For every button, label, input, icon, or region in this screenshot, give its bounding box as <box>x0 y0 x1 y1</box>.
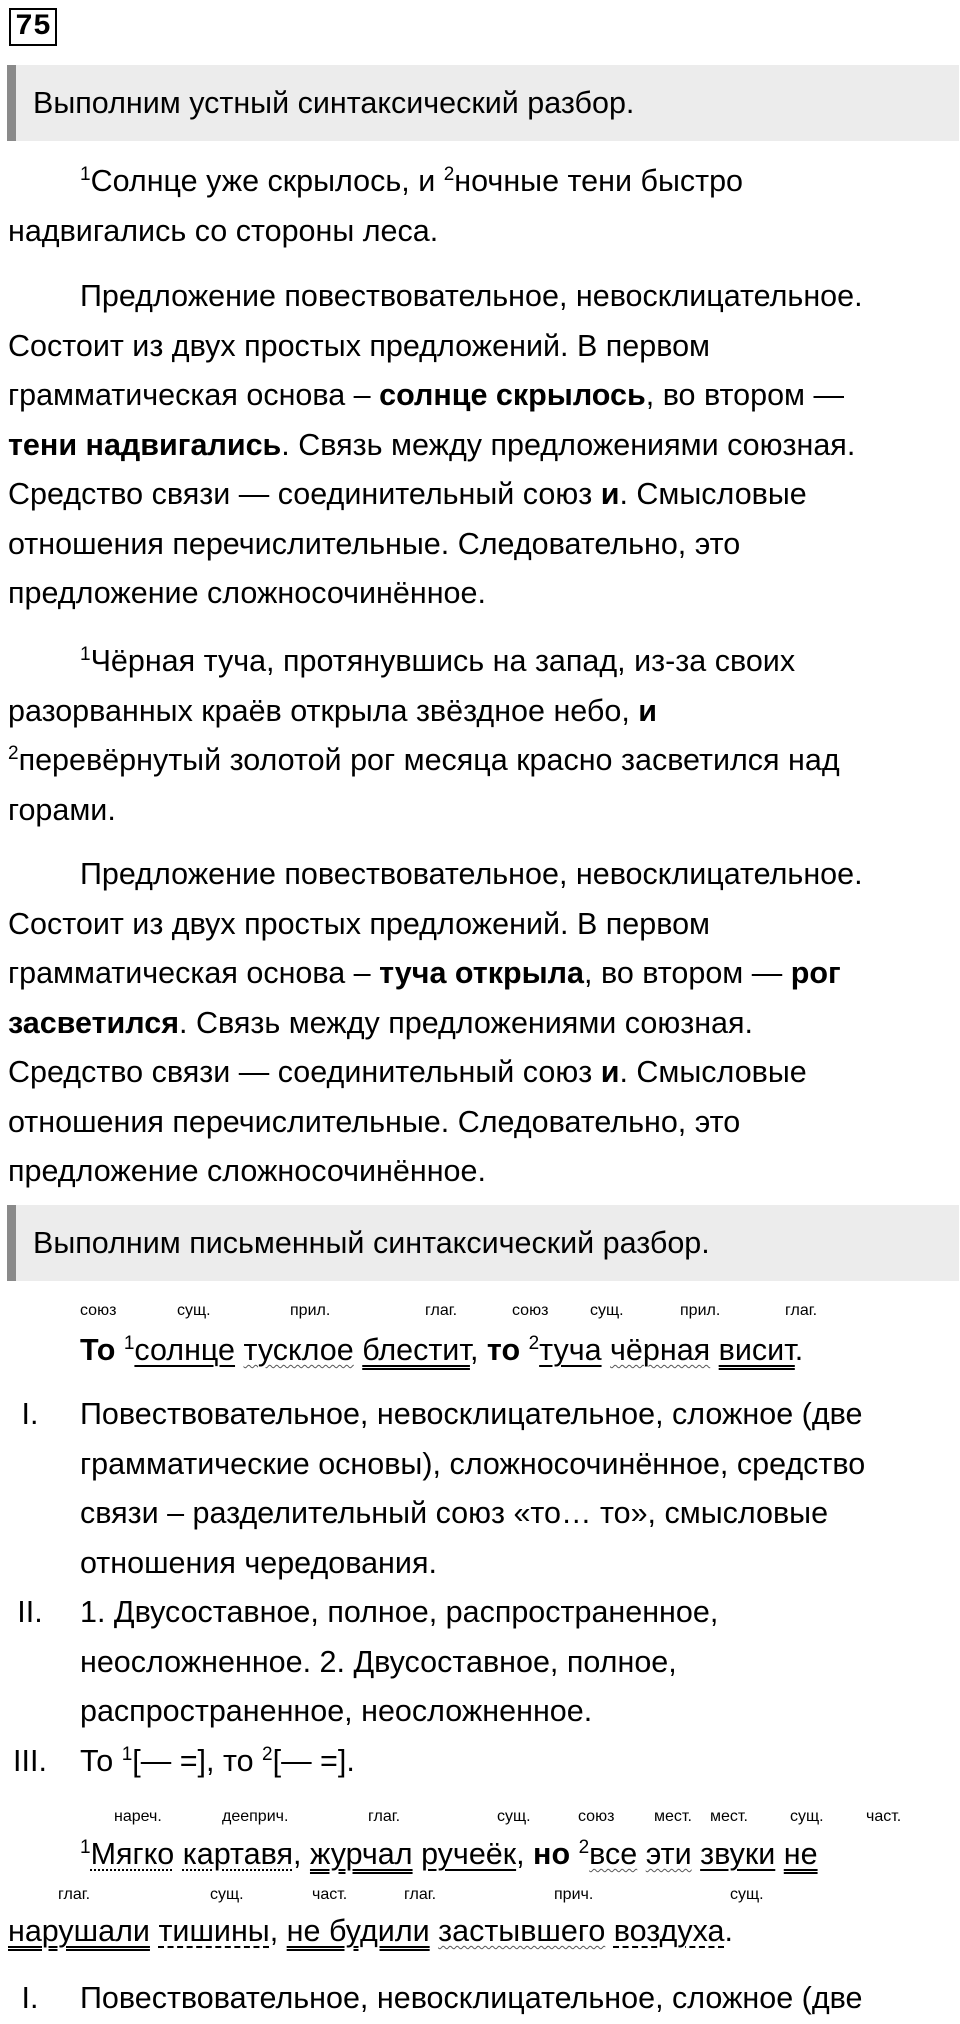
section-header-written <box>7 1205 959 1281</box>
analysis-line: Средство связи — соединительный союз и. Смысловые <box>8 477 807 511</box>
predicate: блестит <box>362 1333 470 1367</box>
roman-numeral: I. <box>21 1981 39 2015</box>
list-line: распространенное, неосложненное. <box>80 1694 593 1728</box>
grammatical-basis: рог <box>790 956 841 990</box>
clause-number: 1 <box>80 1837 91 1858</box>
conjunction: то <box>486 1333 521 1367</box>
pos-label: сущ. <box>790 1808 824 1825</box>
analysis-line: Средство связи — соединительный союз и. Смысловые <box>8 1055 807 1089</box>
analysis-line: Предложение повествовательное, невосклицательное. <box>80 857 863 891</box>
sentence-text: ночные тени быстро <box>454 164 744 198</box>
pos-label: мест. <box>710 1808 748 1825</box>
clause-number: 2 <box>528 1333 540 1354</box>
list-line: 1. Двусоставное, полное, распространенное, <box>80 1595 719 1629</box>
analysis-2 <box>8 850 953 1197</box>
sentence-2 <box>8 637 953 835</box>
pos-label: прил. <box>680 1302 721 1319</box>
grammatical-basis: тени надвигались <box>8 427 282 462</box>
predicate: не <box>783 1837 818 1871</box>
section-header-oral <box>7 65 959 141</box>
analysis-line: Состоит из двух простых предложений. В первом <box>8 328 711 363</box>
pos-label: сущ. <box>210 1886 244 1903</box>
clause-number: 2 <box>443 164 455 185</box>
analysis-line: грамматическая основа – туча открыла, во втором — рог <box>8 956 841 990</box>
sentence-scheme: То $^1$[— =], то $^2$[— =]. <box>80 1744 355 1778</box>
roman-numeral: I. <box>21 1397 39 1431</box>
attribute: чёрная <box>610 1333 711 1367</box>
attribute: застывшего <box>438 1914 606 1948</box>
clause-number: 1 <box>123 1333 135 1354</box>
subject: туча <box>539 1333 602 1367</box>
conjunction: и <box>600 1055 620 1089</box>
pos-label: глаг. <box>58 1886 91 1903</box>
task-number: 75 <box>9 8 57 46</box>
sentence-1 <box>8 157 953 256</box>
pos-label: сущ. <box>497 1808 531 1825</box>
analysis-line: грамматическая основа – солнце скрылось, во втором — <box>8 378 844 412</box>
pos-label: союз <box>512 1302 549 1319</box>
pos-label: прил. <box>290 1302 331 1319</box>
predicate: висит <box>718 1333 795 1367</box>
roman-numeral: II. <box>17 1595 43 1629</box>
analysis-line: отношения перечислительные. Следовательно, это <box>8 526 741 561</box>
pos-label: союз <box>80 1302 117 1319</box>
conjunction: То <box>80 1333 116 1367</box>
analysis-line: засветился. Связь между предложениями союзная. <box>8 1005 754 1040</box>
clause-number: 1 <box>121 1744 133 1765</box>
section-header-written-text: Выполним письменный синтаксический разбор. <box>33 1226 710 1260</box>
list-line: Повествовательное, невосклицательное, сложное (две <box>80 1397 863 1431</box>
clause-number: 1 <box>80 164 91 185</box>
analysis-line: Состоит из двух простых предложений. В первом <box>8 906 711 941</box>
grammatical-basis: туча открыла <box>379 956 585 990</box>
attribute: тусклое <box>243 1333 354 1367</box>
pos-label: союз <box>578 1808 615 1825</box>
subject: ручеёк <box>421 1837 517 1871</box>
list-line: отношения чередования. <box>80 1545 437 1580</box>
sentence-text: надвигались со стороны леса. <box>8 213 439 248</box>
adverbial: Мягко <box>90 1837 175 1871</box>
sentence-text: разорванных краёв открыла звёздное небо, <box>8 693 639 728</box>
pos-label: сущ. <box>730 1886 764 1903</box>
clause-number: 2 <box>262 1744 273 1765</box>
conjunction: и <box>600 477 620 511</box>
pos-label: прич. <box>554 1886 594 1903</box>
list-line: связи – разделительный союз «то… то», смысловые <box>80 1496 829 1530</box>
pos-label: нареч. <box>114 1808 162 1825</box>
clause-number: 1 <box>80 644 91 665</box>
sentence-text: Солнце уже скрылось, и <box>90 164 444 198</box>
pos-label: глаг. <box>404 1886 437 1903</box>
attribute: эти <box>645 1837 692 1871</box>
attribute: все <box>589 1837 638 1871</box>
list-line: Повествовательное, невосклицательное, сложное (две <box>80 1981 863 2015</box>
subject: звуки <box>700 1837 776 1871</box>
pos-label: сущ. <box>590 1302 624 1319</box>
analysis-line: предложение сложносочинённое. <box>8 576 486 610</box>
sentence-text: перевёрнутый золотой рог месяца красно засветился над <box>18 743 840 777</box>
roman-numeral: III. <box>13 1744 47 1778</box>
analysis-1 <box>8 272 953 619</box>
pos-label: дееприч. <box>222 1808 289 1825</box>
predicate: не будили <box>286 1914 430 1948</box>
sentence-text: Чёрная туча, протянувшись на запад, из-за своих <box>90 644 796 678</box>
pos-label: глаг. <box>425 1302 458 1319</box>
pos-label: мест. <box>654 1808 692 1825</box>
conjunction: и <box>638 693 658 728</box>
clause-number: 2 <box>578 1837 590 1858</box>
analysis-line: Предложение повествовательное, невосклицательное. <box>80 279 863 313</box>
adverbial: картавя <box>182 1837 294 1871</box>
clause-number: 2 <box>8 743 19 764</box>
object: воздуха <box>613 1914 725 1948</box>
subject: солнце <box>134 1333 236 1367</box>
list-line: грамматические основы), сложносочинённое, средство <box>80 1446 866 1481</box>
object: тишины <box>158 1914 270 1948</box>
pos-label: глаг. <box>785 1302 818 1319</box>
predicate: журчал <box>309 1837 413 1871</box>
parsed-sentence-2-line-2: нарушали тишины, не будили застывшего воздуха. <box>8 1914 733 1948</box>
list-line: неосложненное. 2. Двусоставное, полное, <box>80 1644 677 1679</box>
parsed-sentence-2-line-1: $^1$Мягко картавя, журчал ручеёк, но $^2$все эти звуки не <box>80 1837 818 1871</box>
section-header-oral-text: Выполним устный синтаксический разбор. <box>33 86 635 120</box>
predicate: нарушали <box>8 1914 150 1948</box>
parsed-sentence-1: То $^1$солнце тусклое блестит, то $^2$туча чёрная висит. <box>80 1333 804 1367</box>
conjunction: но <box>533 1837 571 1871</box>
analysis-line: отношения перечислительные. Следовательно, это <box>8 1104 741 1139</box>
pos-label: сущ. <box>177 1302 211 1319</box>
pos-label: част. <box>312 1886 348 1903</box>
sentence-text: горами. <box>8 792 116 827</box>
analysis-line: предложение сложносочинённое. <box>8 1154 486 1188</box>
pos-label: глаг. <box>368 1808 401 1825</box>
pos-label: част. <box>866 1808 902 1825</box>
grammatical-basis: засветился <box>8 1005 180 1040</box>
analysis-line: тени надвигались. Связь между предложениями союзная. <box>8 427 856 462</box>
grammatical-basis: солнце скрылось <box>379 378 646 412</box>
